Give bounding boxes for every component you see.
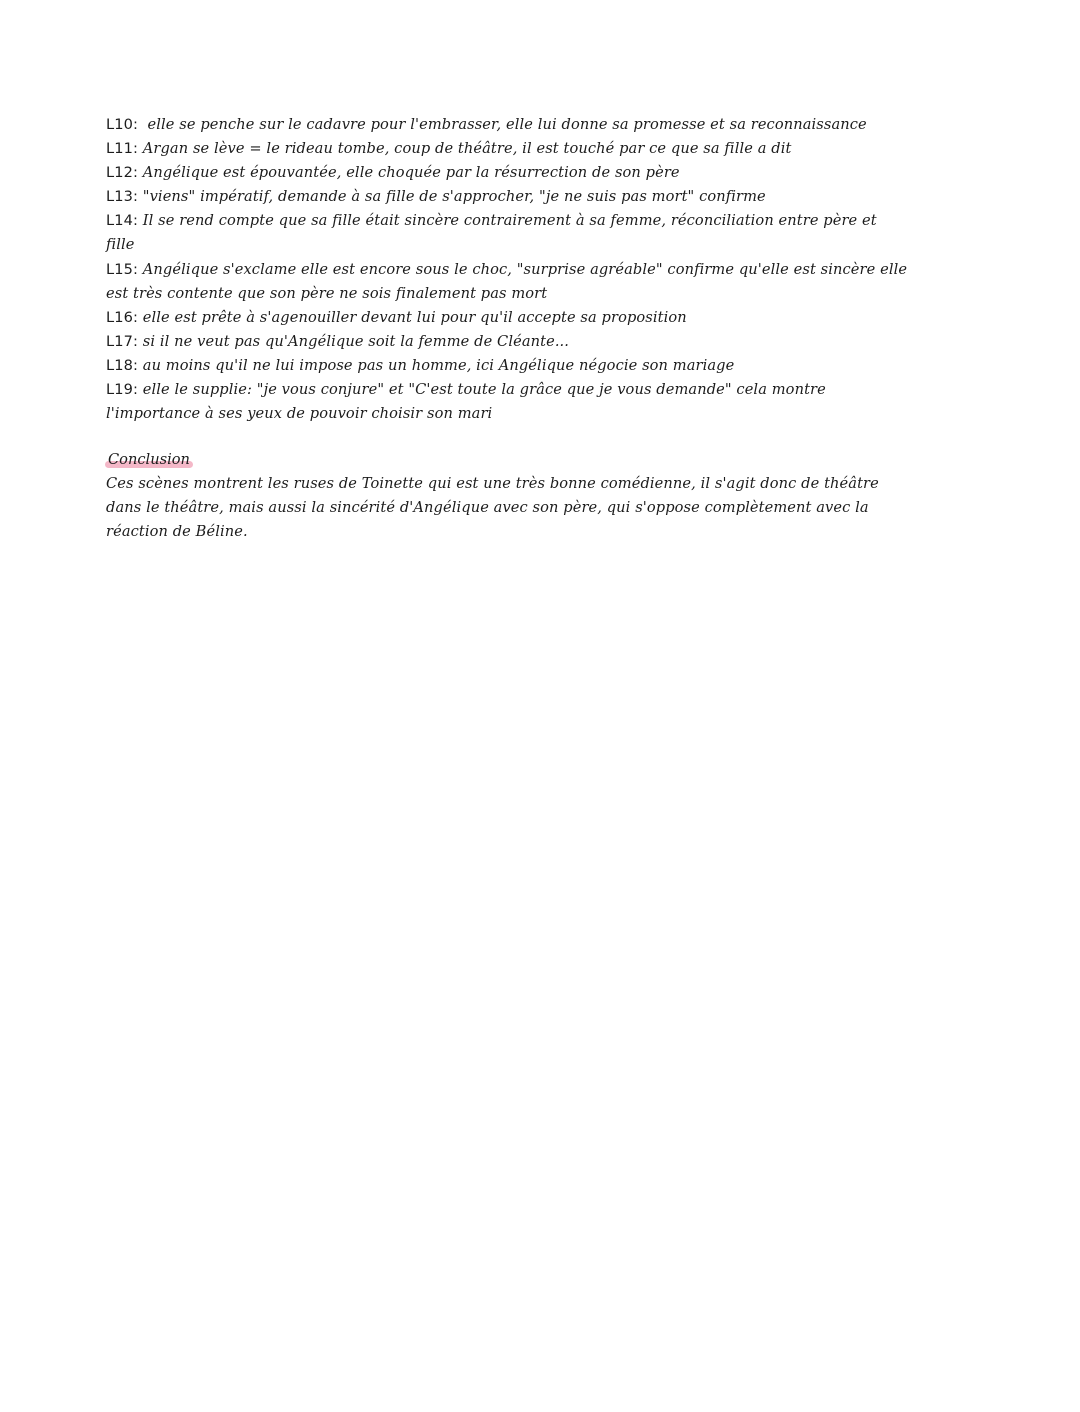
line-tag: L12: — [106, 164, 139, 182]
conclusion-section — [106, 448, 976, 544]
line-text: fille — [106, 236, 135, 254]
conclusion-line: réaction de Béline. — [106, 523, 248, 541]
line-text: l'importance à ses yeux de pouvoir choisir son mari — [106, 405, 493, 423]
conclusion-line: dans le théâtre, mais aussi la sincérité d'Angélique avec son père, qui s'oppose complètement avec la — [106, 499, 869, 517]
line-text: Il se rend compte que sa fille était sincère contrairement à sa femme, réconciliation entre père et — [138, 212, 877, 230]
line-tag: L18: — [106, 356, 139, 374]
note-line — [106, 113, 976, 137]
line-text: Angélique est épouvantée, elle choquée par la résurrection de son père — [138, 164, 680, 182]
line-tag: L16: — [106, 308, 139, 326]
note-line — [106, 185, 976, 209]
line-text: si il ne veut pas qu'Angélique soit la femme de Cléante... — [138, 332, 570, 350]
note-line-continuation — [106, 402, 976, 426]
note-line — [106, 378, 976, 402]
note-line — [106, 330, 976, 354]
line-notes — [106, 113, 976, 426]
line-tag: L11: — [106, 140, 139, 158]
line-text: Angélique s'exclame elle est encore sous le choc, "surprise agréable" confirme qu'elle est sincère elle — [138, 260, 908, 278]
line-tag: L17: — [106, 332, 139, 350]
line-text: elle le supplie: "je vous conjure" et "C'est toute la grâce que je vous demande" cela montre — [138, 381, 826, 399]
note-line — [106, 161, 976, 185]
line-tag: L19: — [106, 381, 139, 399]
line-text: Argan se lève = le rideau tombe, coup de théâtre, il est touché par ce que sa fille a dit — [138, 140, 792, 158]
conclusion-line: Ces scènes montrent les ruses de Toinette qui est une très bonne comédienne, il s'agit donc de théâtre — [106, 475, 879, 492]
note-line-continuation — [106, 233, 976, 257]
line-text: "viens" impératif, demande à sa fille de s'approcher, "je ne suis pas mort" confirme — [138, 188, 766, 206]
line-text: au moins qu'il ne lui impose pas un homme, ici Angélique négocie son mariage — [138, 356, 735, 374]
line-tag: L15: — [106, 260, 139, 278]
line-text: est très contente que son père ne sois finalement pas mort — [106, 284, 548, 302]
line-text: elle se penche sur le cadavre pour l'embrasser, elle lui donne sa promesse et sa reconnaissance — [138, 116, 867, 133]
note-line — [106, 306, 976, 330]
line-tag: L14: — [106, 212, 139, 230]
conclusion-text — [106, 472, 976, 544]
line-text: elle est prête à s'agenouiller devant lui pour qu'il accepte sa proposition — [138, 308, 687, 326]
line-tag: L13: — [106, 188, 139, 206]
note-line — [106, 137, 976, 161]
note-line — [106, 354, 976, 378]
note-line — [106, 209, 976, 233]
conclusion-heading: Conclusion — [106, 448, 192, 472]
note-line-continuation — [106, 282, 976, 306]
note-line — [106, 258, 976, 282]
line-tag: L10: — [106, 116, 139, 133]
